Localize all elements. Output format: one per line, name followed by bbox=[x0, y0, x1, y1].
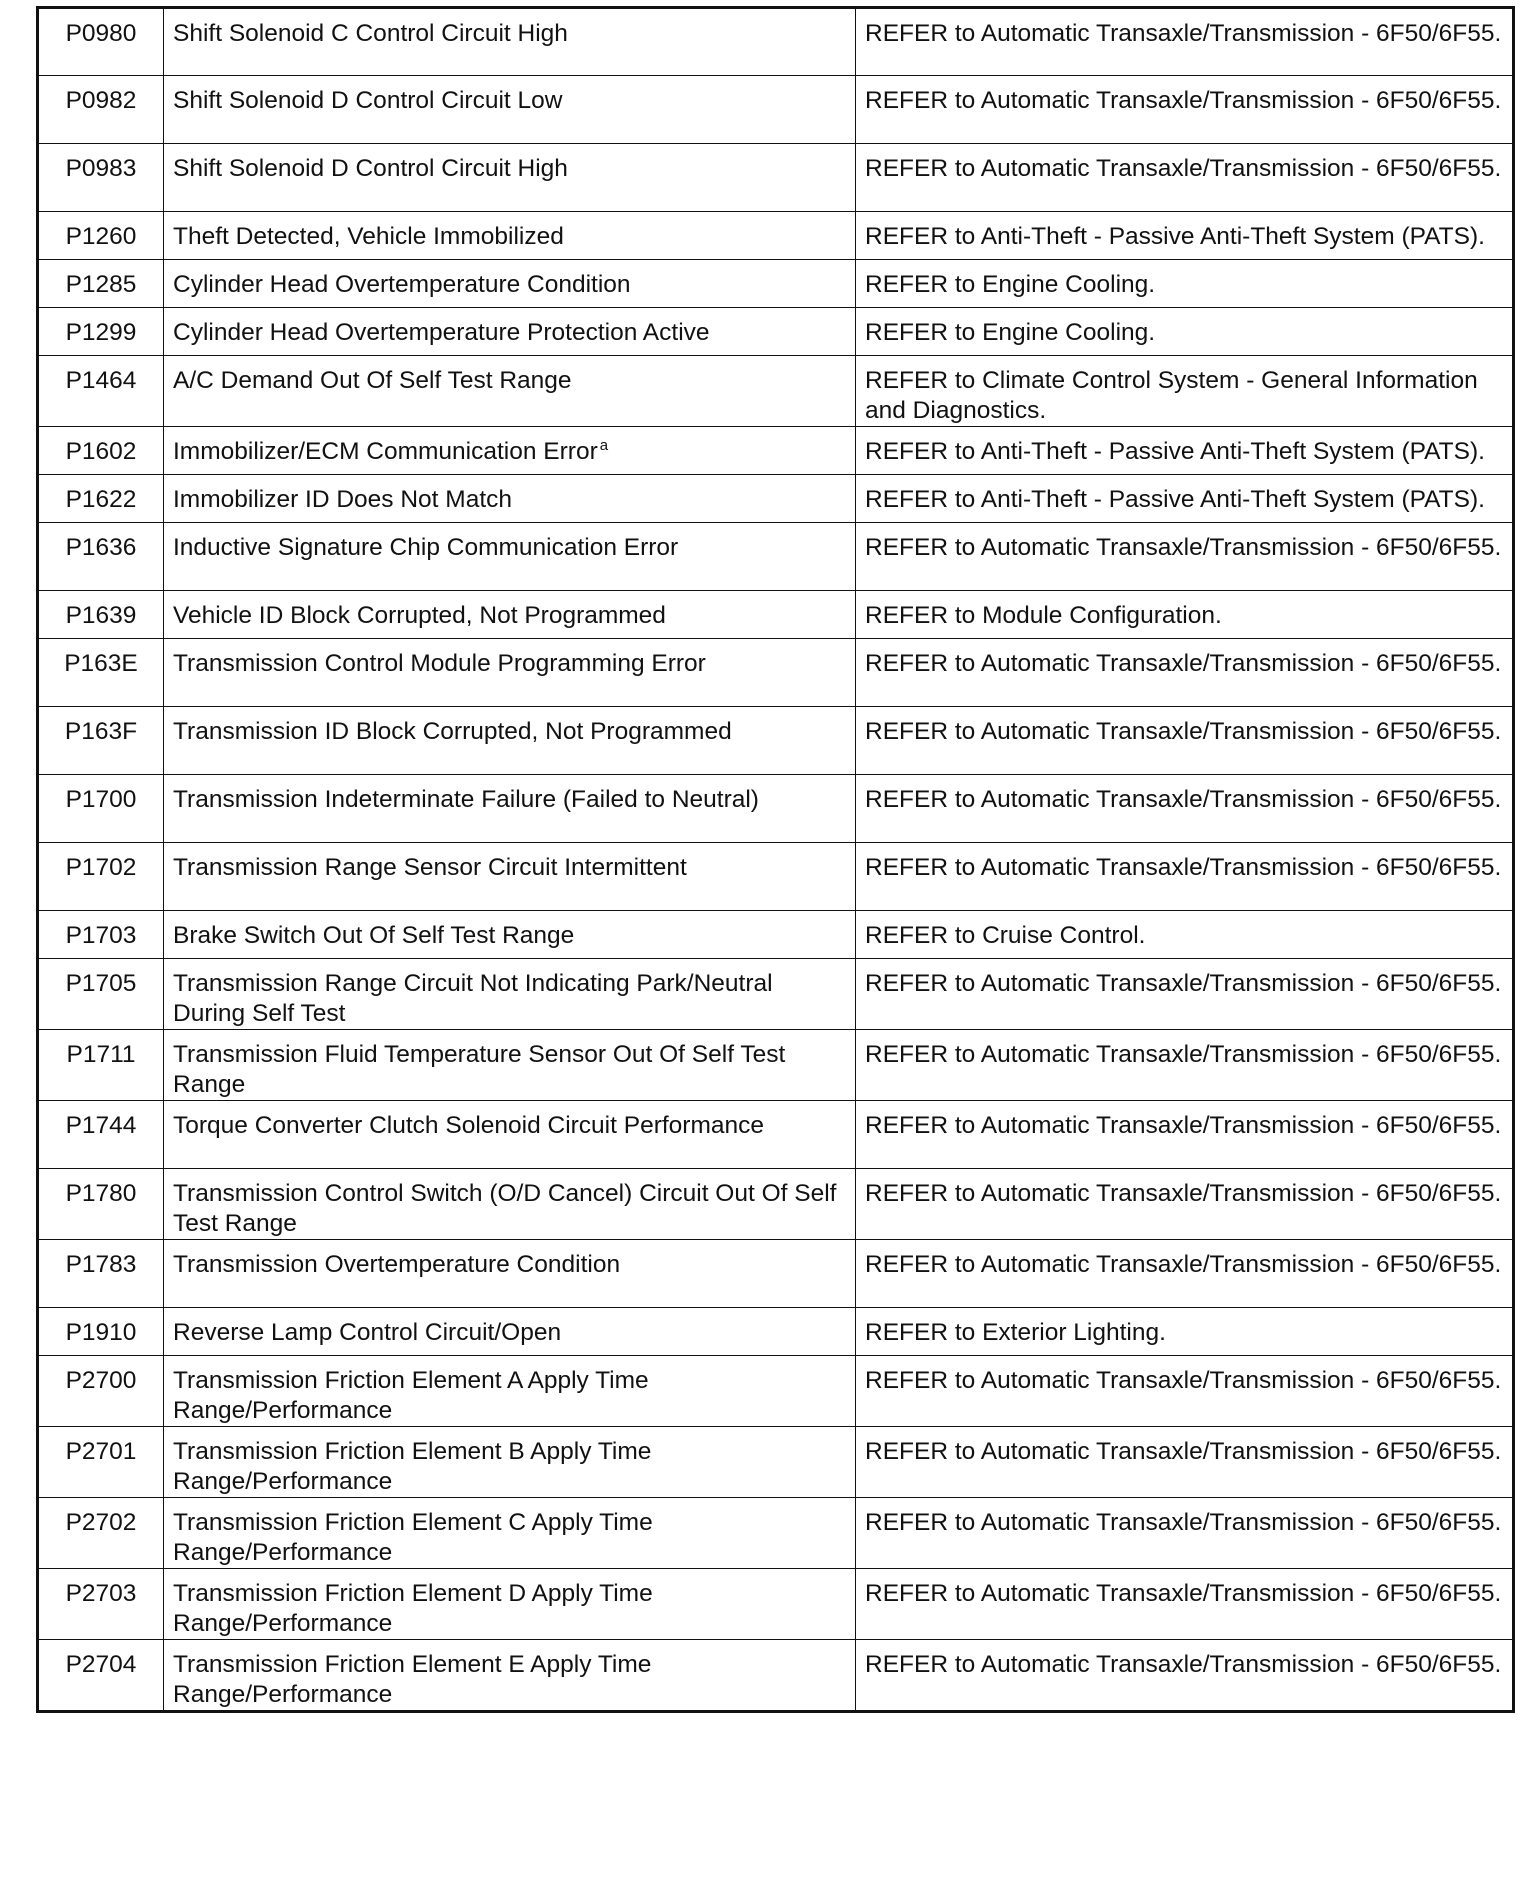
table-row bbox=[38, 1101, 1514, 1169]
dtc-action-cell: REFER to Anti-Theft - Passive Anti-Theft System (PATS). bbox=[856, 212, 1514, 260]
table-row bbox=[38, 144, 1514, 212]
dtc-action-cell: REFER to Automatic Transaxle/Transmission - 6F50/6F55. bbox=[856, 1356, 1514, 1427]
dtc-description-text: Cylinder Head Overtemperature Condition bbox=[173, 271, 631, 298]
table-row bbox=[38, 639, 1514, 707]
dtc-action-cell: REFER to Exterior Lighting. bbox=[856, 1308, 1514, 1356]
dtc-code-cell: P1622 bbox=[38, 475, 164, 523]
dtc-description-text: Cylinder Head Overtemperature Protection Active bbox=[173, 319, 710, 346]
dtc-description-text: Vehicle ID Block Corrupted, Not Programmed bbox=[173, 602, 666, 629]
table-row bbox=[38, 959, 1514, 1030]
table-row bbox=[38, 1427, 1514, 1498]
dtc-code-cell: P1702 bbox=[38, 843, 164, 911]
dtc-description-cell bbox=[164, 843, 856, 911]
dtc-code-cell: P1910 bbox=[38, 1308, 164, 1356]
dtc-action-cell: REFER to Automatic Transaxle/Transmission - 6F50/6F55. bbox=[856, 843, 1514, 911]
dtc-code-cell: P1783 bbox=[38, 1240, 164, 1308]
dtc-description-text: Transmission Friction Element A Apply Time Range/Performance bbox=[173, 1367, 649, 1424]
dtc-action-cell: REFER to Automatic Transaxle/Transmission - 6F50/6F55. bbox=[856, 1498, 1514, 1569]
dtc-code-cell: P2702 bbox=[38, 1498, 164, 1569]
dtc-description-text: Transmission Overtemperature Condition bbox=[173, 1251, 621, 1278]
dtc-action-cell: REFER to Automatic Transaxle/Transmission - 6F50/6F55. bbox=[856, 523, 1514, 591]
dtc-action-cell: REFER to Automatic Transaxle/Transmission - 6F50/6F55. bbox=[856, 707, 1514, 775]
dtc-code-cell: P1703 bbox=[38, 911, 164, 959]
dtc-code-cell: P0983 bbox=[38, 144, 164, 212]
table-row bbox=[38, 8, 1514, 76]
dtc-code-cell: P1744 bbox=[38, 1101, 164, 1169]
dtc-description-cell bbox=[164, 1569, 856, 1640]
table-row bbox=[38, 1356, 1514, 1427]
dtc-description-cell bbox=[164, 1169, 856, 1240]
dtc-code-cell: P1285 bbox=[38, 260, 164, 308]
dtc-action-cell: REFER to Automatic Transaxle/Transmission - 6F50/6F55. bbox=[856, 76, 1514, 144]
dtc-code-cell: P2703 bbox=[38, 1569, 164, 1640]
dtc-description-text: Transmission Friction Element B Apply Time Range/Performance bbox=[173, 1438, 652, 1495]
dtc-description-text: Transmission Control Switch (O/D Cancel) Circuit Out Of Self Test Range bbox=[173, 1180, 837, 1237]
table-row bbox=[38, 260, 1514, 308]
dtc-code-cell: P1639 bbox=[38, 591, 164, 639]
dtc-code-cell: P1636 bbox=[38, 523, 164, 591]
dtc-description-cell bbox=[164, 523, 856, 591]
dtc-action-cell: REFER to Automatic Transaxle/Transmission - 6F50/6F55. bbox=[856, 8, 1514, 76]
dtc-description-cell bbox=[164, 1308, 856, 1356]
dtc-code-cell: P163F bbox=[38, 707, 164, 775]
dtc-action-cell: REFER to Automatic Transaxle/Transmission - 6F50/6F55. bbox=[856, 1240, 1514, 1308]
table-row bbox=[38, 911, 1514, 959]
dtc-action-cell: REFER to Automatic Transaxle/Transmission - 6F50/6F55. bbox=[856, 1569, 1514, 1640]
dtc-description-text: Brake Switch Out Of Self Test Range bbox=[173, 922, 575, 949]
dtc-description-cell bbox=[164, 1030, 856, 1101]
dtc-description-text: Shift Solenoid D Control Circuit Low bbox=[173, 87, 563, 114]
dtc-description-text: Reverse Lamp Control Circuit/Open bbox=[173, 1319, 562, 1346]
dtc-description-text: Transmission Indeterminate Failure (Failed to Neutral) bbox=[173, 786, 759, 813]
dtc-description-cell bbox=[164, 212, 856, 260]
dtc-action-cell: REFER to Climate Control System - General Information and Diagnostics. bbox=[856, 356, 1514, 427]
dtc-description-text: Torque Converter Clutch Solenoid Circuit Performance bbox=[173, 1112, 764, 1139]
dtc-description-cell bbox=[164, 144, 856, 212]
dtc-description-text: Transmission ID Block Corrupted, Not Programmed bbox=[173, 718, 732, 745]
table-row bbox=[38, 1030, 1514, 1101]
dtc-table-body bbox=[38, 8, 1514, 1712]
dtc-description-text: Transmission Friction Element C Apply Time Range/Performance bbox=[173, 1509, 653, 1566]
dtc-description-text: Transmission Friction Element D Apply Time Range/Performance bbox=[173, 1580, 653, 1637]
table-row bbox=[38, 775, 1514, 843]
dtc-action-cell: REFER to Automatic Transaxle/Transmission - 6F50/6F55. bbox=[856, 1640, 1514, 1712]
dtc-description-text: Immobilizer ID Does Not Match bbox=[173, 486, 513, 513]
table-row bbox=[38, 308, 1514, 356]
dtc-action-cell: REFER to Automatic Transaxle/Transmission - 6F50/6F55. bbox=[856, 1030, 1514, 1101]
dtc-action-cell: REFER to Automatic Transaxle/Transmission - 6F50/6F55. bbox=[856, 1101, 1514, 1169]
table-row bbox=[38, 1569, 1514, 1640]
dtc-code-cell: P163E bbox=[38, 639, 164, 707]
dtc-code-cell: P1602 bbox=[38, 427, 164, 475]
table-row bbox=[38, 1240, 1514, 1308]
dtc-description-cell bbox=[164, 1427, 856, 1498]
table-row bbox=[38, 591, 1514, 639]
dtc-code-cell: P1464 bbox=[38, 356, 164, 427]
dtc-code-cell: P1299 bbox=[38, 308, 164, 356]
dtc-description-text: Transmission Range Sensor Circuit Intermittent bbox=[173, 854, 687, 881]
table-row bbox=[38, 212, 1514, 260]
dtc-description-cell bbox=[164, 911, 856, 959]
dtc-description-cell bbox=[164, 1640, 856, 1712]
dtc-action-cell: REFER to Automatic Transaxle/Transmission - 6F50/6F55. bbox=[856, 1169, 1514, 1240]
dtc-description-cell bbox=[164, 775, 856, 843]
dtc-action-cell: REFER to Anti-Theft - Passive Anti-Theft System (PATS). bbox=[856, 475, 1514, 523]
dtc-description-cell bbox=[164, 1101, 856, 1169]
dtc-description-text: Transmission Control Module Programming Error bbox=[173, 650, 706, 677]
dtc-action-cell: REFER to Automatic Transaxle/Transmission - 6F50/6F55. bbox=[856, 639, 1514, 707]
table-row bbox=[38, 427, 1514, 475]
dtc-code-cell: P1705 bbox=[38, 959, 164, 1030]
dtc-table bbox=[36, 6, 1515, 1713]
dtc-description-cell bbox=[164, 356, 856, 427]
dtc-code-cell: P2700 bbox=[38, 1356, 164, 1427]
dtc-action-cell: REFER to Automatic Transaxle/Transmission - 6F50/6F55. bbox=[856, 144, 1514, 212]
dtc-code-cell: P1780 bbox=[38, 1169, 164, 1240]
dtc-code-cell: P0982 bbox=[38, 76, 164, 144]
table-row bbox=[38, 843, 1514, 911]
dtc-code-cell: P1711 bbox=[38, 1030, 164, 1101]
dtc-description-text: Immobilizer/ECM Communication Error bbox=[173, 438, 598, 465]
dtc-action-cell: REFER to Engine Cooling. bbox=[856, 260, 1514, 308]
dtc-code-cell: P1260 bbox=[38, 212, 164, 260]
dtc-description-cell bbox=[164, 639, 856, 707]
dtc-description-text: Transmission Friction Element E Apply Time Range/Performance bbox=[173, 1651, 652, 1708]
dtc-action-cell: REFER to Cruise Control. bbox=[856, 911, 1514, 959]
dtc-description-text: Inductive Signature Chip Communication Error bbox=[173, 534, 679, 561]
dtc-action-cell: REFER to Module Configuration. bbox=[856, 591, 1514, 639]
dtc-description-text: A/C Demand Out Of Self Test Range bbox=[173, 367, 572, 394]
dtc-description-cell bbox=[164, 1240, 856, 1308]
table-row bbox=[38, 1308, 1514, 1356]
dtc-action-cell: REFER to Anti-Theft - Passive Anti-Theft System (PATS). bbox=[856, 427, 1514, 475]
dtc-action-cell: REFER to Automatic Transaxle/Transmission - 6F50/6F55. bbox=[856, 959, 1514, 1030]
table-row bbox=[38, 1498, 1514, 1569]
dtc-description-text: Shift Solenoid C Control Circuit High bbox=[173, 20, 568, 47]
dtc-description-text: Transmission Range Circuit Not Indicating Park/Neutral During Self Test bbox=[173, 970, 773, 1027]
dtc-description-cell bbox=[164, 76, 856, 144]
dtc-code-cell: P1700 bbox=[38, 775, 164, 843]
dtc-description-cell bbox=[164, 8, 856, 76]
dtc-description-text: Transmission Fluid Temperature Sensor Out Of Self Test Range bbox=[173, 1041, 786, 1098]
dtc-action-cell: REFER to Automatic Transaxle/Transmission - 6F50/6F55. bbox=[856, 775, 1514, 843]
table-row bbox=[38, 475, 1514, 523]
table-row bbox=[38, 1169, 1514, 1240]
dtc-description-cell bbox=[164, 260, 856, 308]
dtc-description-cell bbox=[164, 1498, 856, 1569]
dtc-description-cell bbox=[164, 707, 856, 775]
dtc-description-cell bbox=[164, 308, 856, 356]
table-row bbox=[38, 707, 1514, 775]
table-row bbox=[38, 1640, 1514, 1712]
dtc-description-cell bbox=[164, 1356, 856, 1427]
dtc-code-cell: P2701 bbox=[38, 1427, 164, 1498]
dtc-description-text: Theft Detected, Vehicle Immobilized bbox=[173, 223, 564, 250]
dtc-code-cell: P0980 bbox=[38, 8, 164, 76]
dtc-description-cell bbox=[164, 959, 856, 1030]
dtc-action-cell: REFER to Engine Cooling. bbox=[856, 308, 1514, 356]
table-row bbox=[38, 523, 1514, 591]
dtc-description-text: Shift Solenoid D Control Circuit High bbox=[173, 155, 568, 182]
footnote-marker: a bbox=[599, 436, 609, 454]
table-row bbox=[38, 356, 1514, 427]
dtc-action-cell: REFER to Automatic Transaxle/Transmission - 6F50/6F55. bbox=[856, 1427, 1514, 1498]
table-row bbox=[38, 76, 1514, 144]
dtc-description-cell bbox=[164, 427, 856, 475]
dtc-description-cell bbox=[164, 475, 856, 523]
dtc-code-cell: P2704 bbox=[38, 1640, 164, 1712]
dtc-description-cell bbox=[164, 591, 856, 639]
